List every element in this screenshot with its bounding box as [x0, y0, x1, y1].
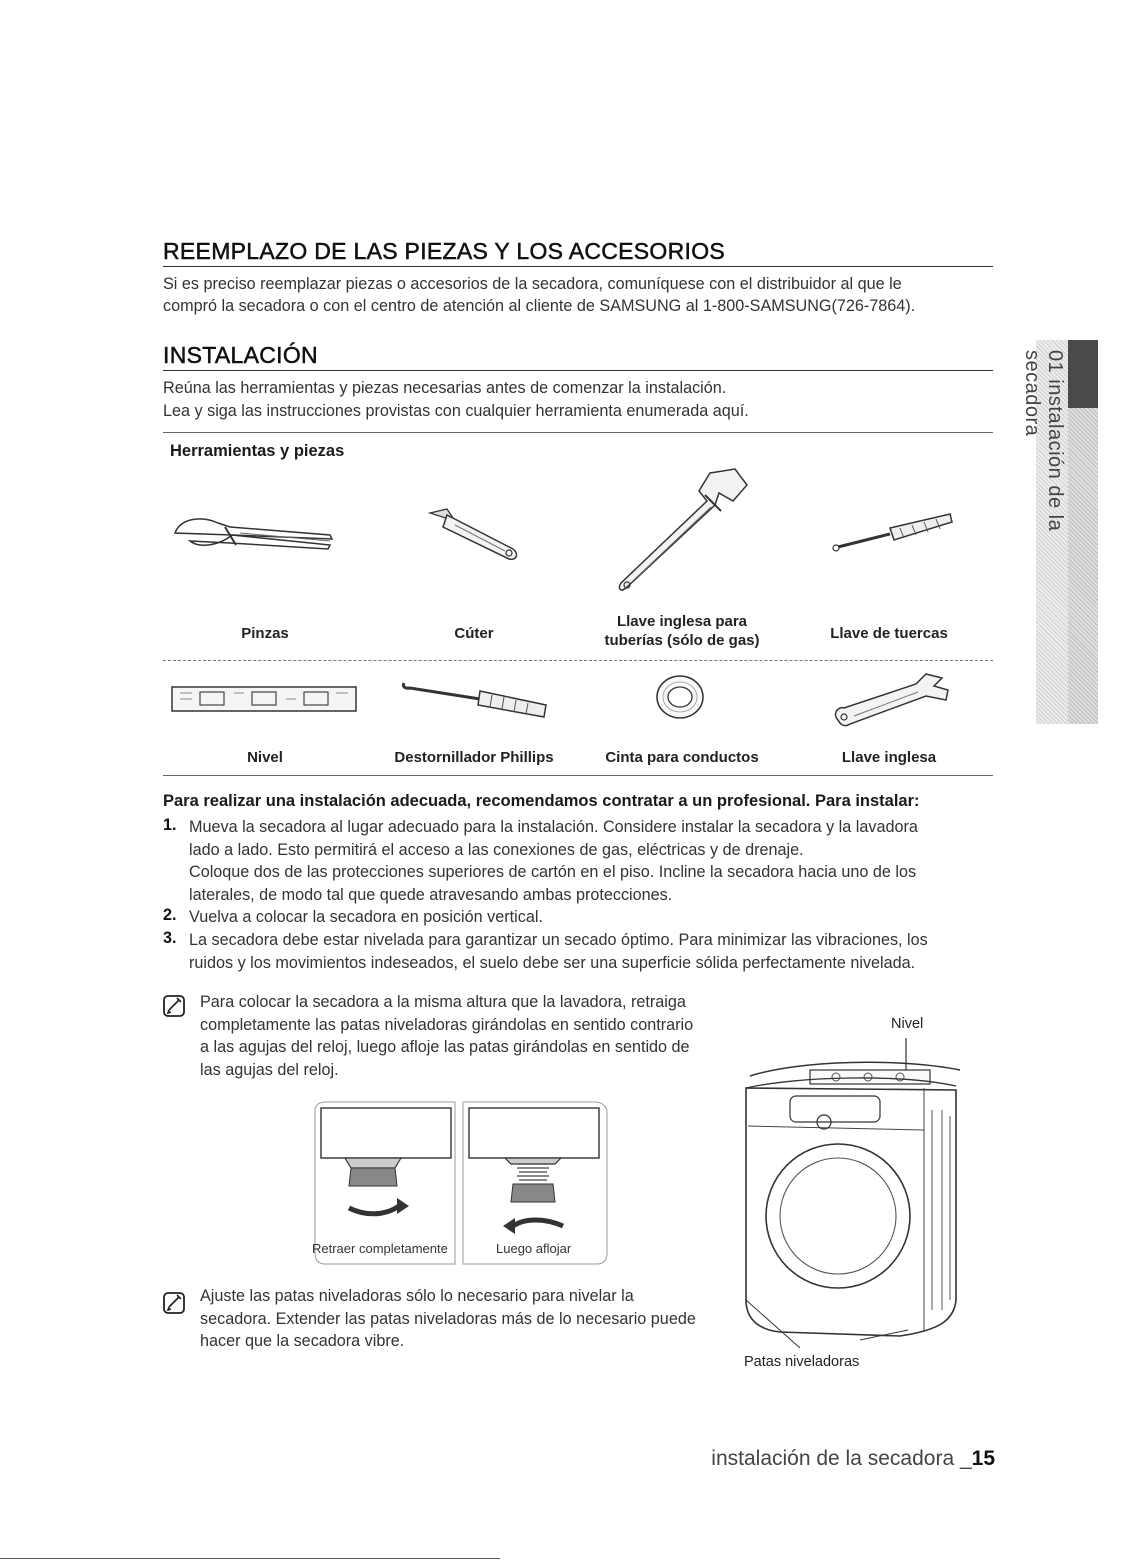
nut-driver-icon	[830, 510, 955, 555]
note-line: completamente las patas niveladoras girándolas en sentido contrario	[200, 1015, 694, 1034]
note-line: a las agujas del reloj, luego afloje las patas girándolas en sentido de	[200, 1038, 690, 1056]
tool-label-level: Nivel	[247, 749, 283, 766]
step-line: Coloque dos de las protecciones superiores de cartón en el piso. Incline la secadora hacia uno de los	[189, 863, 917, 881]
note-line: secadora. Extender las patas niveladoras más de lo necesario puede	[200, 1309, 696, 1328]
step-line: lado a lado. Esto permitirá el acceso a las conexiones de gas, eléctricas y de drenaje.	[189, 840, 804, 859]
note-icon	[162, 1290, 188, 1316]
replacement-text-line2: compró la secadora o con el centro de atención al cliente de SAMSUNG al 1-800-SAMSUNG(726-7864).	[163, 297, 916, 315]
pipe-wrench-icon	[615, 465, 755, 600]
install-heading: Para realizar una instalación adecuada, recomendamos contratar a un profesional. Para instalar:	[163, 792, 920, 810]
tool-label-phillips: Destornillador Phillips	[394, 749, 554, 766]
footer-text: instalación de la secadora _	[711, 1447, 972, 1470]
tools-top-rule	[163, 432, 993, 433]
step-number: 2.	[163, 906, 177, 924]
step-line: ruidos y los movimientos indeseados, el suelo debe ser una superficie sólida perfectamente nivelada.	[189, 953, 916, 972]
tool-label-pliers: Pinzas	[241, 625, 289, 642]
section-title-replacement: REEMPLAZO DE LAS PIEZAS Y LOS ACCESORIOS	[163, 238, 726, 264]
tool-label-pipe-wrench	[580, 612, 784, 650]
level-icon	[170, 683, 358, 715]
chapter-tab-label: 01 instalación de la secadora	[1021, 350, 1066, 532]
phillips-screwdriver-icon	[400, 675, 550, 720]
tool-label-duct-tape: Cinta para conductos	[605, 749, 759, 766]
step-number: 3.	[163, 929, 177, 947]
chapter-tab-marker	[1068, 340, 1098, 408]
page-number: 15	[971, 1447, 995, 1470]
tools-bottom-rule	[163, 775, 993, 776]
step-1-text	[189, 816, 918, 906]
note-line: Para colocar la secadora a la misma altura que la lavadora, retraiga	[200, 993, 686, 1011]
pliers-icon	[170, 505, 340, 555]
chapter-tab-strip	[1068, 408, 1098, 724]
note-1-text	[200, 991, 693, 1081]
dryer-label-legs: Patas niveladoras	[744, 1354, 860, 1370]
tool-label-adjustable-wrench: Llave inglesa	[841, 749, 937, 766]
step-2-text	[189, 906, 543, 929]
tool-label-pipe-wrench-line2: tuberías (sólo de gas)	[604, 632, 760, 649]
title-rule	[163, 370, 993, 371]
section-title-installation: INSTALACIÓN	[163, 342, 318, 368]
step-line: Vuelva a colocar la secadora en posición vertical.	[189, 908, 543, 926]
note-line: Ajuste las patas niveladoras sólo lo necesario para nivelar la	[200, 1287, 634, 1305]
note-line: hacer que la secadora vibre.	[200, 1332, 405, 1350]
tool-label-cutter: Cúter	[454, 625, 494, 642]
installation-text-line1: Reúna las herramientas y piezas necesarias antes de comenzar la instalación.	[163, 379, 727, 397]
dryer-illustration	[740, 1030, 970, 1360]
step-line: Mueva la secadora al lugar adecuado para la instalación. Considere instalar la secadora y la lavadora	[189, 818, 918, 836]
step-line: La secadora debe estar nivelada para garantizar un secado óptimo. Para minimizar las vibraciones, los	[189, 931, 928, 949]
note-line: las agujas del reloj.	[200, 1060, 339, 1079]
tools-heading: Herramientas y piezas	[170, 442, 345, 460]
note-2-text	[200, 1285, 696, 1353]
note-icon	[162, 993, 188, 1019]
replacement-text-line1: Si es preciso reemplazar piezas o accesorios de la secadora, comuníquese con el distribuidor al que le	[163, 275, 902, 293]
step-3-text	[189, 929, 928, 974]
dryer-label-level: Nivel	[891, 1016, 924, 1032]
leg-caption-retract: Retraer completamente	[312, 1241, 448, 1256]
utility-knife-icon	[425, 505, 525, 565]
page-footer	[711, 1447, 995, 1471]
installation-text-line2: Lea y siga las instrucciones provistas con cualquier herramienta enumerada aquí.	[163, 402, 749, 420]
title-rule	[163, 266, 993, 267]
step-line: laterales, de modo tal que quede atravesando ambas protecciones.	[189, 885, 673, 904]
tools-dashed-divider	[163, 660, 993, 661]
tool-label-nut-driver: Llave de tuercas	[830, 625, 948, 642]
tool-label-pipe-wrench-line1: Llave inglesa para	[616, 613, 748, 630]
duct-tape-icon	[652, 672, 708, 722]
leg-caption-loosen: Luego aflojar	[496, 1241, 572, 1256]
step-number: 1.	[163, 816, 177, 834]
adjustable-wrench-icon	[830, 670, 955, 730]
bottom-border	[0, 1558, 500, 1559]
